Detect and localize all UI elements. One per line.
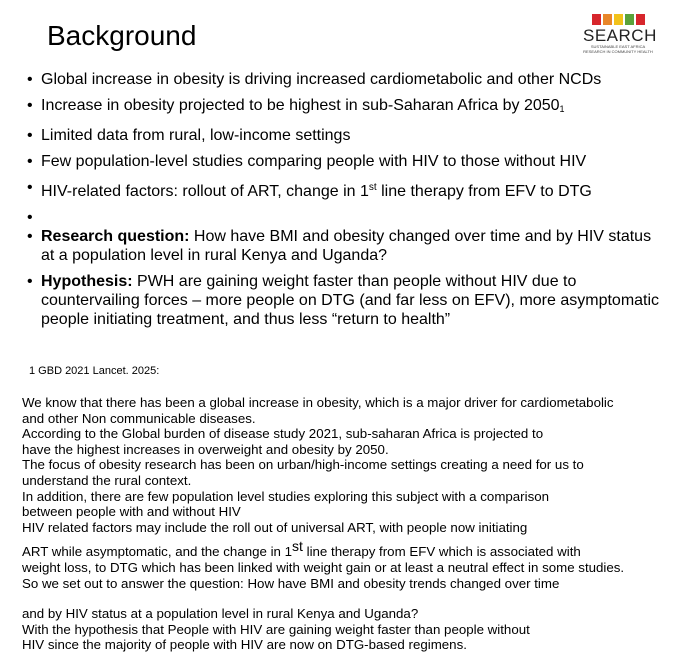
notes-line: According to the Global burden of disease study 2021, sub-saharan Africa is projected to (22, 426, 544, 442)
bullet-research-question (23, 227, 663, 265)
research-question-label: Research question: (41, 228, 190, 245)
notes-line (22, 539, 672, 560)
bullet-text-cont: line therapy from EFV to DTG (376, 183, 592, 200)
logo-figure-red-2 (636, 14, 645, 25)
notes-line: With the hypothesis that People with HIV are gaining weight faster than people without (22, 621, 530, 637)
superscript: st (368, 182, 377, 193)
hypothesis-text: PWH are gaining weight faster than people without HIV due to countervailing forces – more people on DTG (and far less on EFV), more asymptomatic people initiating treatment, and thus less “return to health” (41, 273, 660, 328)
bullet-ssa-projection (23, 96, 663, 119)
logo-figure-green (625, 14, 634, 25)
search-logo (583, 14, 657, 58)
logo-figures (583, 14, 653, 26)
research-question-text: How have BMI and obesity changed over time and by HIV status at a population level in rural Kenya and Uganda? (41, 228, 652, 264)
bullet-obesity-increase (23, 70, 663, 89)
bullet-hypothesis (23, 272, 663, 329)
superscript: st (292, 538, 303, 555)
bullet-text: Limited data from rural, low-income settings (41, 127, 351, 144)
notes-text-cont: line therapy from EFV which is associated with (302, 544, 581, 560)
speaker-notes (22, 395, 672, 653)
notes-line: and by HIV status at a population level in rural Kenya and Uganda? (22, 606, 419, 622)
bullet-hiv-factors (23, 178, 663, 201)
notes-line: We know that there has been a global increase in obesity, which is a major driver for cardiometabolic (22, 395, 614, 410)
footnote-reference: 1 GBD 2021 Lancet. 2025: (29, 365, 160, 377)
notes-line: understand the rural context. (22, 472, 192, 488)
notes-line: HIV since the majority of people with HIV are now on DTG-based regimens. (22, 637, 467, 653)
bullet-text: Increase in obesity projected to be highest in sub-Saharan Africa by 2050 (41, 97, 560, 114)
notes-line: The focus of obesity research has been on urban/high-income settings creating a need for us to (22, 457, 584, 473)
logo-figure-yellow (614, 14, 623, 25)
logo-wordmark: SEARCH (583, 26, 657, 45)
notes-line: between people with and without HIV (22, 504, 241, 520)
bullet-text: HIV-related factors: rollout of ART, change in 1 (41, 183, 369, 200)
bullet-limited-data (23, 126, 663, 145)
notes-line: and other Non communicable diseases. (22, 410, 256, 426)
notes-line: In addition, there are few population level studies exploring this subject with a comparison (22, 488, 550, 504)
hypothesis-label: Hypothesis: (41, 273, 133, 290)
logo-figure-orange (603, 14, 612, 25)
logo-figure-red (592, 14, 601, 25)
bullet-population-studies (23, 152, 663, 171)
notes-line: HIV related factors may include the roll out of universal ART, with people now initiating (22, 519, 528, 535)
slide-title: Background (47, 20, 197, 51)
notes-line: weight loss, to DTG which has been linked with weight gain or at least a neutral effect in some studies. (22, 559, 625, 575)
notes-line: have the highest increases in overweight and obesity by 2050. (22, 441, 389, 457)
notes-line: So we set out to answer the question: How have BMI and obesity trends changed over time (22, 575, 560, 591)
notes-text: ART while asymptomatic, and the change in 1 (22, 544, 293, 560)
logo-tagline: SUSTAINABLE EAST AFRICA RESEARCH IN COMMUNITY HEALTH (583, 44, 653, 54)
spacer (23, 208, 663, 220)
background-bullet-list (23, 70, 663, 336)
reference-marker: 1 (559, 104, 565, 114)
bullet-text: Global increase in obesity is driving increased cardiometabolic and other NCDs (41, 71, 602, 88)
bullet-text: Few population-level studies comparing people with HIV to those without HIV (41, 153, 587, 170)
